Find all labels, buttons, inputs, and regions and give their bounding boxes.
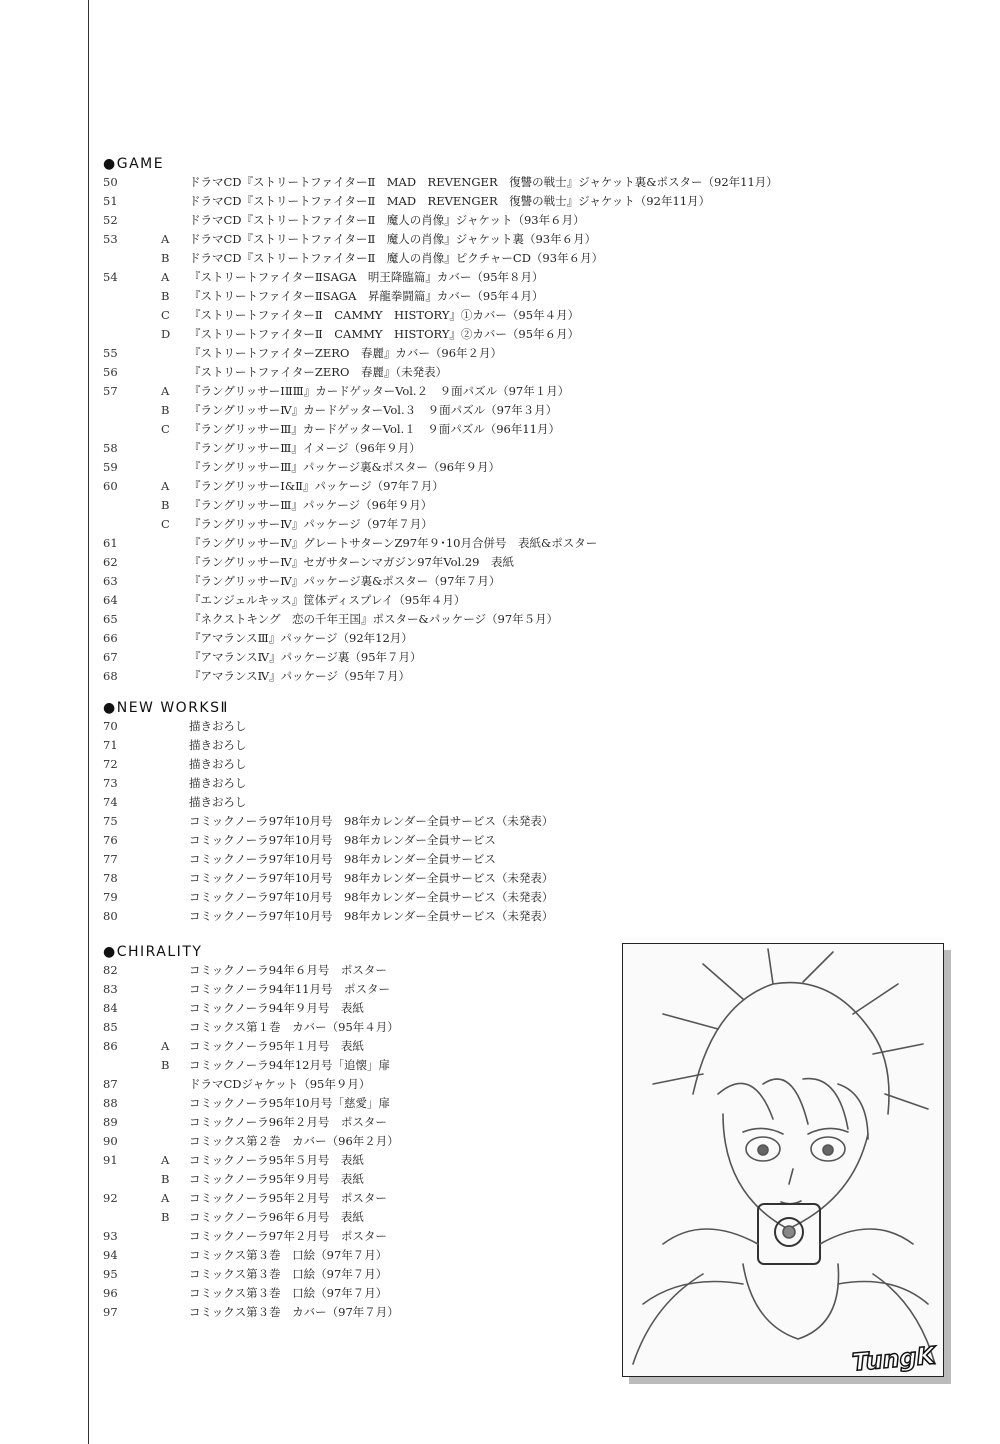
entry-number: 52 [103,213,118,227]
entry-title: コミックノーラ95年５月号 表紙 [189,1153,364,1167]
entry-number: 57 [103,384,118,398]
list-item [103,420,963,439]
entry-title: 『ストリートファイターⅡ CAMMY HISTORY』①カバー（95年４月） [189,308,580,322]
entry-number: 58 [103,441,118,455]
section-new-works [103,699,963,926]
entry-title: 『ラングリッサーⅣ』パッケージ（97年７月） [189,517,433,531]
entry-number: 71 [103,738,118,752]
entry-title: 『ラングリッサーⅠⅡⅢ』カードゲッターVol.２ ９面パズル（97年１月） [189,384,570,398]
list-item [103,553,963,572]
entry-title: コミックス第３巻 口絵（97年７月） [189,1286,388,1300]
entry-number: 88 [103,1096,118,1110]
entry-number: 90 [103,1134,118,1148]
entry-number: 65 [103,612,118,626]
character-illustration [622,943,944,1377]
list-item [103,249,963,268]
list-item [103,173,963,192]
entry-number: 68 [103,669,118,683]
list-item [103,648,963,667]
entry-title: コミックノーラ97年10月号 98年カレンダー全員サービス（未発表） [189,871,554,885]
entry-title: 『ラングリッサーⅢ』カードゲッターVol.１ ９面パズル（96年11月） [189,422,560,436]
entry-number: 50 [103,175,118,189]
entry-number: 97 [103,1305,118,1319]
entry-sub-letter: B [161,403,170,417]
entry-number: 56 [103,365,118,379]
entry-title: コミックノーラ97年10月号 98年カレンダー全員サービス（未発表） [189,909,554,923]
entry-number: 64 [103,593,118,607]
list-item [103,774,963,793]
entry-sub-letter: C [161,517,170,531]
list-item [103,287,963,306]
entry-title: 描きおろし [189,757,247,771]
entry-list-new-works [103,717,963,926]
list-item [103,610,963,629]
entry-title: コミックノーラ97年２月号 ポスター [189,1229,387,1243]
section-game [103,155,963,686]
entry-number: 60 [103,479,118,493]
entry-sub-letter: A [161,1039,170,1053]
entry-sub-letter: A [161,270,170,284]
list-item [103,831,963,850]
list-item [103,850,963,869]
entry-title: 『アマランスⅢ』パッケージ（92年12月） [189,631,413,645]
entry-number: 96 [103,1286,118,1300]
entry-title: 『ラングリッサーⅠ&Ⅱ』パッケージ（97年７月） [189,479,444,493]
entry-title: 『ストリートファイターⅡSAGA 昇龍拳闘篇』カバー（95年４月） [189,289,544,303]
list-item [103,717,963,736]
entry-sub-letter: D [161,327,171,341]
entry-title: 『ラングリッサーⅢ』イメージ（96年９月） [189,441,421,455]
entry-number: 61 [103,536,118,550]
entry-title: コミックノーラ97年10月号 98年カレンダー全員サービス（未発表） [189,890,554,904]
entry-number: 77 [103,852,118,866]
entry-sub-letter: C [161,422,170,436]
entry-title: コミックノーラ97年10月号 98年カレンダー全員サービス（未発表） [189,814,554,828]
entry-title: コミックノーラ97年10月号 98年カレンダー全員サービス [189,852,496,866]
entry-number: 93 [103,1229,118,1243]
entry-number: 55 [103,346,118,360]
entry-title: コミックス第３巻 口絵（97年７月） [189,1267,388,1281]
entry-number: 76 [103,833,118,847]
entry-title: コミックノーラ97年10月号 98年カレンダー全員サービス [189,833,496,847]
entry-title: 『ラングリッサーⅢ』パッケージ（96年９月） [189,498,433,512]
list-item [103,325,963,344]
list-item [103,363,963,382]
entry-sub-letter: A [161,479,170,493]
entry-number: 78 [103,871,118,885]
entry-number: 89 [103,1115,118,1129]
list-item [103,667,963,686]
entry-title: ドラマCD『ストリートファイターⅡ MAD REVENGER 復讐の戦士』ジャケット（92年11月） [189,194,711,208]
entry-title: ドラマCD『ストリートファイターⅡ 魔人の肖像』ジャケット（93年６月） [189,213,585,227]
entry-number: 91 [103,1153,118,1167]
entry-number: 74 [103,795,118,809]
list-item [103,306,963,325]
entry-sub-letter: B [161,289,170,303]
entry-title: コミックス第１巻 カバー（95年４月） [189,1020,399,1034]
list-item [103,907,963,926]
list-item [103,629,963,648]
list-item [103,572,963,591]
entry-number: 66 [103,631,118,645]
entry-number: 54 [103,270,118,284]
list-item [103,591,963,610]
entry-title: 『アマランスⅣ』パッケージ裏（95年７月） [189,650,422,664]
entry-title: 『ネクストキング 恋の千年王国』ポスター&パッケージ（97年５月） [189,612,559,626]
list-item [103,888,963,907]
list-item [103,736,963,755]
entry-sub-letter: B [161,251,170,265]
entry-sub-letter: A [161,384,170,398]
entry-title: コミックノーラ94年11月号 ポスター [189,982,390,996]
entry-title: コミックス第３巻 カバー（97年７月） [189,1305,399,1319]
list-item [103,382,963,401]
entry-sub-letter: B [161,1210,170,1224]
list-item [103,268,963,287]
entry-sub-letter: B [161,498,170,512]
entry-number: 53 [103,232,118,246]
entry-sub-letter: B [161,1172,170,1186]
entry-number: 84 [103,1001,118,1015]
section-title-chirality: ●CHIRALITY [103,944,203,960]
entry-title: コミックノーラ94年６月号 ポスター [189,963,387,977]
entry-number: 59 [103,460,118,474]
entry-number: 86 [103,1039,118,1053]
entry-number: 82 [103,963,118,977]
list-item [103,192,963,211]
entry-title: ドラマCD『ストリートファイターⅡ 魔人の肖像』ピクチャーCD（93年６月） [189,251,604,265]
entry-title: 『ラングリッサーⅣ』カードゲッターVol.３ ９面パズル（97年３月） [189,403,558,417]
entry-title: コミックノーラ95年２月号 ポスター [189,1191,387,1205]
artist-signature: TungK [850,1341,937,1377]
entry-title: コミックノーラ95年１月号 表紙 [189,1039,364,1053]
section-title-game: ●GAME [103,156,165,172]
entry-sub-letter: B [161,1058,170,1072]
entry-title: 描きおろし [189,795,247,809]
entry-title: コミックノーラ95年９月号 表紙 [189,1172,364,1186]
entry-title: 『ラングリッサーⅣ』セガサターンマガジン97年Vol.29 表紙 [189,555,514,569]
entry-number: 73 [103,776,118,790]
entry-title: 描きおろし [189,776,247,790]
list-item [103,496,963,515]
section-title-new-works: ●NEW WORKSⅡ [103,700,229,716]
entry-number: 75 [103,814,118,828]
entry-number: 63 [103,574,118,588]
list-item [103,211,963,230]
entry-number: 70 [103,719,118,733]
entry-title: 『ラングリッサーⅣ』パッケージ裏&ポスター（97年７月） [189,574,501,588]
entry-title: 描きおろし [189,738,247,752]
entry-title: 『ストリートファイターⅡ CAMMY HISTORY』②カバー（95年６月） [189,327,580,341]
entry-title: 『ストリートファイターZERO 春麗』カバー（96年２月） [189,346,503,360]
list-item [103,755,963,774]
entry-sub-letter: A [161,232,170,246]
list-item [103,869,963,888]
list-item [103,401,963,420]
list-item [103,812,963,831]
list-item [103,534,963,553]
list-item [103,793,963,812]
entry-number: 67 [103,650,118,664]
entry-title: コミックノーラ95年10月号「慈愛」扉 [189,1096,390,1110]
entry-title: コミックス第２巻 カバー（96年２月） [189,1134,399,1148]
entry-title: ドラマCD『ストリートファイターⅡ 魔人の肖像』ジャケット裏（93年６月） [189,232,597,246]
entry-number: 87 [103,1077,118,1091]
entry-title: コミックノーラ96年２月号 ポスター [189,1115,387,1129]
entry-title: 『エンジェルキッス』筐体ディスプレイ（95年４月） [189,593,466,607]
list-item [103,439,963,458]
list-item [103,458,963,477]
entry-title: 『ラングリッサーⅢ』パッケージ裏&ポスター（96年９月） [189,460,501,474]
entry-title: ドラマCD『ストリートファイターⅡ MAD REVENGER 復讐の戦士』ジャケット裏&ポスター（92年11月） [189,175,778,189]
page-margin-rule [88,0,89,1444]
entry-title: コミックス第３巻 口絵（97年７月） [189,1248,388,1262]
entry-number: 80 [103,909,118,923]
entry-title: 『アマランスⅣ』パッケージ（95年７月） [189,669,411,683]
entry-title: 『ストリートファイターZERO 春麗』（未発表） [189,365,448,379]
entry-sub-letter: C [161,308,170,322]
entry-title: ドラマCDジャケット（95年９月） [189,1077,371,1091]
list-item [103,230,963,249]
list-item [103,477,963,496]
list-item [103,344,963,363]
entry-number: 85 [103,1020,118,1034]
entry-number: 94 [103,1248,118,1262]
entry-number: 92 [103,1191,118,1205]
entry-title: 『ラングリッサーⅣ』グレートサターンZ97年９･10月合併号 表紙&ポスター [189,536,598,550]
entry-title: コミックノーラ96年６月号 表紙 [189,1210,364,1224]
entry-sub-letter: A [161,1153,170,1167]
entry-sub-letter: A [161,1191,170,1205]
entry-title: コミックノーラ94年９月号 表紙 [189,1001,364,1015]
list-item [103,515,963,534]
entry-number: 79 [103,890,118,904]
entry-title: コミックノーラ94年12月号「追懐」扉 [189,1058,390,1072]
entry-title: 描きおろし [189,719,247,733]
entry-number: 83 [103,982,118,996]
entry-number: 72 [103,757,118,771]
entry-title: 『ストリートファイターⅡSAGA 明王降臨篇』カバー（95年８月） [189,270,544,284]
entry-number: 62 [103,555,118,569]
entry-number: 51 [103,194,118,208]
entry-list-game [103,173,963,686]
entry-number: 95 [103,1267,118,1281]
